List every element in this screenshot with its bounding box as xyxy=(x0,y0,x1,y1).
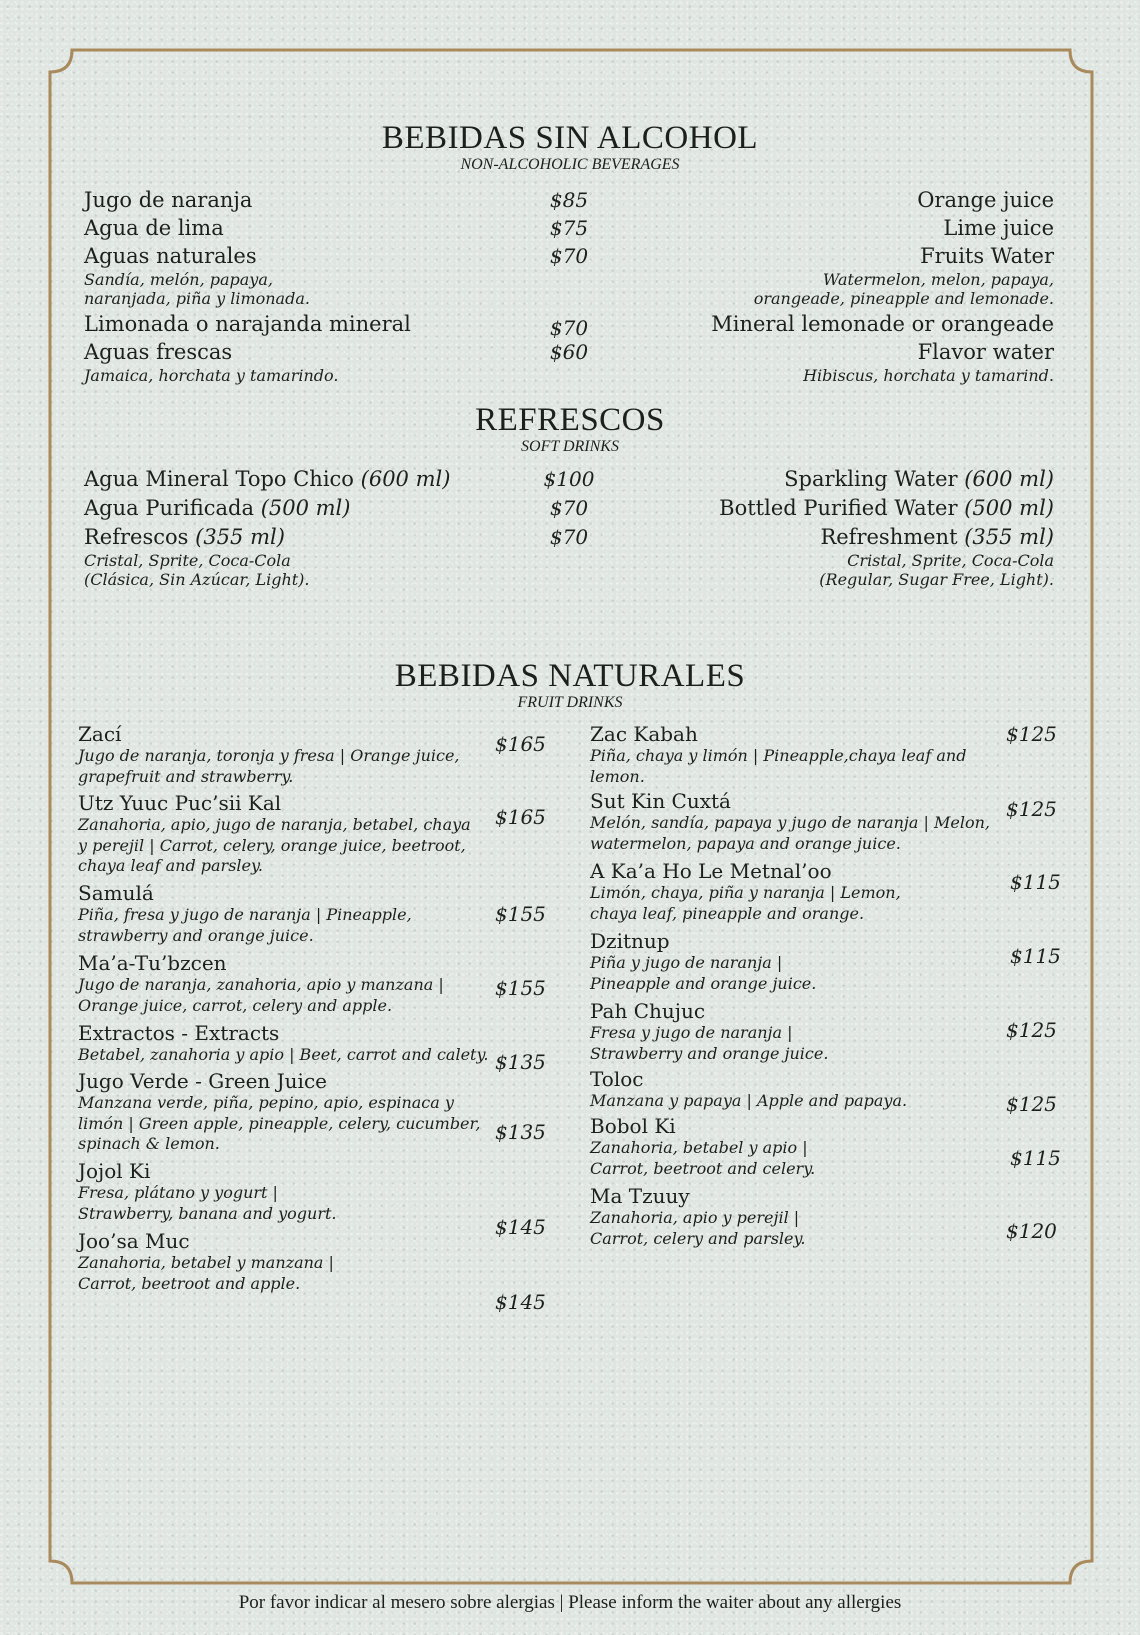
drink-desc-line: Melón, sandía, papaya y jugo de naranja | Melon, xyxy=(590,813,990,832)
drink-name: A Ka’a Ho Le Metnal’oo xyxy=(590,859,832,883)
drink-desc-line: Betabel, zanahoria y apio | Beet, carrot and calety. xyxy=(78,1045,489,1064)
drink-item xyxy=(78,722,460,787)
item-name-en: Mineral lemonade or orangeade xyxy=(711,312,1054,336)
drink-price: $125 xyxy=(1006,1092,1057,1116)
item-name-en xyxy=(719,496,1054,520)
drink-item xyxy=(78,791,471,877)
drink-desc-line: Manzana verde, piña, pepino, apio, espinaca y xyxy=(78,1093,454,1112)
drink-price: $135 xyxy=(495,1050,546,1074)
drink-item xyxy=(590,1114,815,1179)
item-desc-en xyxy=(819,551,1054,589)
drink-desc-line: limón | Green apple, pineapple, celery, cucumber, xyxy=(78,1113,481,1133)
drink-desc-line: Zanahoria, apio y perejil | xyxy=(590,1208,800,1227)
item-name-en: Flavor water xyxy=(917,340,1054,364)
desc-line: Cristal, Sprite, Coca-Cola xyxy=(84,551,291,570)
drink-desc-line: Jugo de naranja, zanahoria, apio y manzana | xyxy=(78,975,444,994)
drink-desc-line: spinach & lemon. xyxy=(78,1134,220,1153)
drink-desc-line: Orange juice, carrot, celery and apple. xyxy=(78,995,393,1015)
drink-desc-line: grapefruit and strawberry. xyxy=(78,766,294,786)
drink-item xyxy=(590,929,816,994)
drink-desc-line: watermelon, papaya and orange juice. xyxy=(590,833,901,853)
drink-desc-line: lemon. xyxy=(590,766,645,786)
size-text: (500 ml) xyxy=(964,496,1054,520)
drink-desc-line: Fresa y jugo de naranja | xyxy=(590,1023,793,1042)
item-price: $70 xyxy=(549,496,589,520)
drink-name: Utz Yuuc Puc’sii Kal xyxy=(78,791,282,815)
drink-item xyxy=(78,1069,481,1155)
drink-name: Samulá xyxy=(78,881,154,905)
fruit-drinks-title: BEBIDAS NATURALES xyxy=(394,658,746,694)
drink-desc-line: Manzana y papaya | Apple and papaya. xyxy=(590,1091,908,1110)
drink-desc-line: Zanahoria, betabel y manzana | xyxy=(78,1253,334,1272)
drink-desc-line: chaya leaf and parsley. xyxy=(78,856,263,875)
drink-name: Extractos - Extracts xyxy=(78,1021,280,1045)
drink-desc-line: Pineapple and orange juice. xyxy=(590,973,817,993)
drink-price: $115 xyxy=(1010,870,1061,894)
drink-desc-line: Jugo de naranja, toronja y fresa | Orange juice, xyxy=(78,746,460,765)
item-name-es: Jugo de naranja xyxy=(84,188,253,212)
soft-drinks-title: REFRESCOS xyxy=(475,402,665,438)
drink-name: Jugo Verde - Green Juice xyxy=(78,1069,327,1093)
drink-item xyxy=(590,789,990,854)
desc-line: (Clásica, Sin Azúcar, Light). xyxy=(84,570,310,589)
drink-desc-line: Piña, chaya y limón | Pineapple,chaya leaf and xyxy=(590,746,967,765)
drink-desc-line: Fresa, plátano y yogurt | xyxy=(78,1183,278,1202)
drink-price: $125 xyxy=(1006,722,1057,746)
desc-line: Sandía, melón, papaya, xyxy=(84,270,273,289)
drink-name: Jojol Ki xyxy=(78,1159,151,1183)
size-text: (355 ml) xyxy=(195,525,285,549)
item-desc-es xyxy=(84,270,310,308)
menu-item-row xyxy=(84,340,1054,400)
size-text: (600 ml) xyxy=(360,467,451,491)
desc-line: Cristal, Sprite, Coca-Cola xyxy=(847,551,1054,570)
drink-price: $155 xyxy=(495,976,546,1000)
drink-name: Zací xyxy=(78,722,122,746)
drink-desc-line: Strawberry, banana and yogurt. xyxy=(78,1203,337,1223)
item-desc-en: Hibiscus, horchata y tamarind. xyxy=(803,366,1054,385)
drink-name: Dzitnup xyxy=(590,929,670,953)
drink-name: Zac Kabah xyxy=(590,722,698,746)
size-text: (355 ml) xyxy=(964,525,1054,549)
drink-price: $115 xyxy=(1010,1146,1061,1170)
drink-name: Ma’a-Tu’bzcen xyxy=(78,951,227,975)
drink-price: $125 xyxy=(1006,797,1057,821)
drink-desc-line: Carrot, celery and parsley. xyxy=(590,1228,806,1248)
name-text: Agua Mineral Topo Chico xyxy=(84,467,354,491)
item-price: $75 xyxy=(549,216,589,240)
item-name-es: Agua de lima xyxy=(84,216,224,240)
item-price: $85 xyxy=(549,188,589,212)
item-name-en: Orange juice xyxy=(917,188,1054,212)
name-text: Sparkling Water xyxy=(784,467,958,491)
drink-desc-line: y perejil | Carrot, celery, orange juice, beetroot, xyxy=(78,835,466,855)
drink-price: $145 xyxy=(495,1215,546,1239)
drink-price: $125 xyxy=(1006,1018,1057,1042)
desc-line: Watermelon, melon, papaya, xyxy=(822,270,1054,289)
item-name-es xyxy=(84,496,350,520)
name-text: Refreshment xyxy=(820,525,958,549)
drink-name: Ma Tzuuy xyxy=(590,1184,690,1208)
item-desc-es xyxy=(84,551,310,589)
drink-item xyxy=(590,999,828,1064)
drink-price: $145 xyxy=(495,1290,546,1314)
non-alcoholic-subtitle: NON-ALCOHOLIC BEVERAGES xyxy=(460,156,680,173)
drink-desc-line: Piña y jugo de naranja | xyxy=(590,953,783,972)
menu-item-row xyxy=(84,244,1054,308)
item-name-en: Fruits Water xyxy=(920,244,1054,268)
name-text: Agua Purificada xyxy=(84,496,254,520)
soft-drinks-subtitle: SOFT DRINKS xyxy=(521,438,619,455)
drink-item xyxy=(590,859,901,924)
drink-desc-line: chaya leaf, pineapple and orange. xyxy=(590,903,865,923)
drink-desc-line: Carrot, beetroot and apple. xyxy=(78,1273,301,1293)
drink-name: Toloc xyxy=(590,1067,644,1091)
item-price: $70 xyxy=(549,316,589,340)
drink-desc-line: Carrot, beetroot and celery. xyxy=(590,1158,816,1178)
item-price: $100 xyxy=(543,467,595,491)
item-name-es xyxy=(84,467,450,491)
drink-desc-line: Limón, chaya, piña y naranja | Lemon, xyxy=(590,883,901,902)
drink-name: Bobol Ki xyxy=(590,1114,676,1138)
menu-item-row xyxy=(84,525,1054,589)
item-price: $70 xyxy=(549,244,589,268)
drink-item xyxy=(590,722,966,787)
drink-desc-line: Strawberry and orange juice. xyxy=(590,1043,829,1063)
drink-item xyxy=(590,1184,806,1249)
allergy-notice: Por favor indicar al mesero sobre alergias | Please inform the waiter about any allergies xyxy=(238,1592,902,1613)
non-alcoholic-title: BEBIDAS SIN ALCOHOL xyxy=(381,120,759,156)
drink-item xyxy=(78,951,444,1016)
drink-item xyxy=(78,1159,336,1224)
item-name-en xyxy=(784,467,1054,491)
name-text: Bottled Purified Water xyxy=(719,496,958,520)
drink-desc-line: Zanahoria, apio, jugo de naranja, betabel, chaya xyxy=(78,815,471,834)
drink-name: Joo’sa Muc xyxy=(78,1229,190,1253)
drink-desc-line: Piña, fresa y jugo de naranja | Pineapple, xyxy=(78,905,412,924)
drink-desc-line: Zanahoria, betabel y apio | xyxy=(590,1138,808,1157)
desc-line: naranjada, piña y limonada. xyxy=(84,289,310,308)
size-text: (600 ml) xyxy=(964,467,1054,491)
item-name-en: Lime juice xyxy=(943,216,1054,240)
item-name-es: Aguas naturales xyxy=(84,244,257,268)
desc-line: (Regular, Sugar Free, Light). xyxy=(819,570,1054,589)
drink-price: $120 xyxy=(1006,1219,1057,1243)
item-desc-es: Jamaica, horchata y tamarindo. xyxy=(84,366,339,385)
drink-price: $165 xyxy=(495,805,546,829)
drink-price: $165 xyxy=(495,732,546,756)
drink-price: $135 xyxy=(495,1120,546,1144)
drink-price: $115 xyxy=(1010,944,1061,968)
item-name-en xyxy=(820,525,1054,549)
item-price: $60 xyxy=(549,340,589,364)
item-desc-en xyxy=(754,270,1054,308)
drink-item xyxy=(78,1021,488,1066)
item-name-es: Aguas frescas xyxy=(84,340,233,364)
name-text: Refrescos xyxy=(84,525,189,549)
item-name-es: Limonada o narajanda mineral xyxy=(84,312,411,336)
drink-item xyxy=(590,1067,907,1112)
drink-item xyxy=(78,881,412,946)
fruit-drinks-subtitle: FRUIT DRINKS xyxy=(517,694,623,711)
drink-name: Sut Kin Cuxtá xyxy=(590,789,731,813)
drink-desc-line: strawberry and orange juice. xyxy=(78,925,314,945)
desc-line: orangeade, pineapple and lemonade. xyxy=(753,289,1054,308)
drink-item xyxy=(78,1229,334,1294)
item-name-es xyxy=(84,525,285,549)
drink-name: Pah Chujuc xyxy=(590,999,706,1023)
drink-price: $155 xyxy=(495,902,546,926)
size-text: (500 ml) xyxy=(260,496,351,520)
item-price: $70 xyxy=(549,525,589,549)
